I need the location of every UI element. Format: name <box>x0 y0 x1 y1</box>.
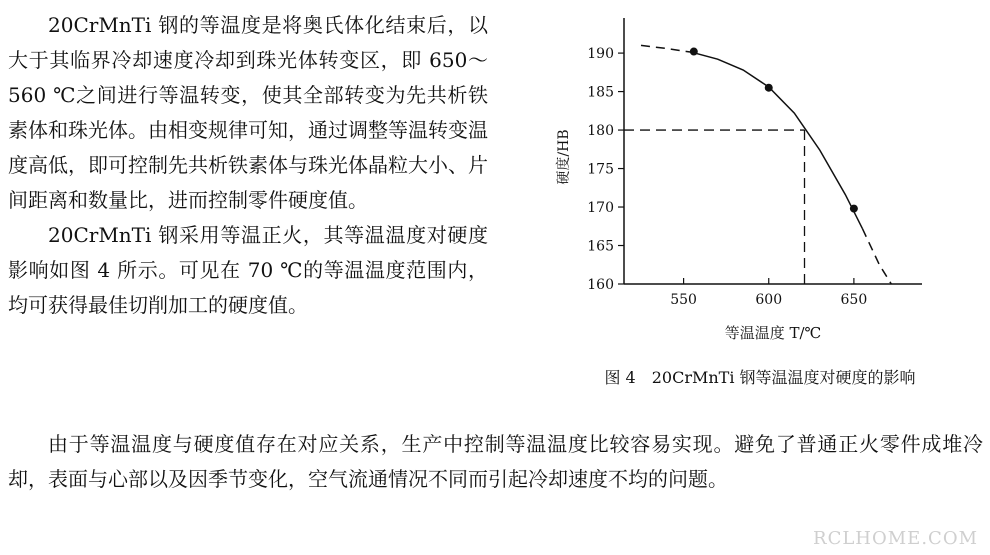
curve-dashed-end <box>862 229 891 284</box>
y-tick-label: 160 <box>587 277 614 293</box>
hardness-chart <box>540 8 980 358</box>
data-point <box>765 84 773 92</box>
y-axis-label: 硬度/HB <box>556 129 572 185</box>
figure-4 <box>540 8 980 408</box>
y-tick-label: 185 <box>587 84 614 101</box>
curve-solid <box>692 52 862 228</box>
left-text-column <box>8 8 488 323</box>
x-tick-label: 650 <box>840 292 868 308</box>
y-tick-label: 165 <box>587 238 614 255</box>
curve-dashed-start <box>641 45 692 52</box>
x-tick-label: 600 <box>755 292 783 308</box>
y-tick-label: 175 <box>587 161 614 178</box>
paragraph-1: 20CrMnTi 钢的等温度是将奥氏体化结束后，以大于其临界冷却速度冷却到珠光体转变区，即 650～560 ℃之间进行等温转变，使其全部转变为先共析铁素体和珠光体。由相变规律可知，通过调整等温转变温度高低，即可控制先共析铁素体与珠光体晶粒大小、片间距离和数量比，进而控制零件硬度值。 <box>8 13 488 212</box>
bottom-text <box>8 427 983 497</box>
paragraph-3: 由于等温温度与硬度值存在对应关系，生产中控制等温温度比较容易实现。避免了普通正火零件成堆冷却，表面与心部以及因季节变化，空气流通情况不同而引起冷却速度不均的问题。 <box>8 432 983 491</box>
x-tick-label: 550 <box>670 292 697 308</box>
figure-caption: 图 4 20CrMnTi 钢等温温度对硬度的影响 <box>604 368 916 387</box>
x-axis-label: 等温温度 T/℃ <box>724 324 822 342</box>
y-tick-label: 190 <box>587 46 614 63</box>
data-point <box>690 48 698 56</box>
y-tick-label: 180 <box>587 123 614 140</box>
y-tick-label: 170 <box>587 200 614 217</box>
watermark: RCLHOME.COM <box>813 528 978 549</box>
data-point <box>850 205 858 213</box>
paragraph-2: 20CrMnTi 钢采用等温正火，其等温温度对硬度影响如图 4 所示。可见在 70 ℃的等温温度范围内，均可获得最佳切削加工的硬度值。 <box>8 223 488 317</box>
